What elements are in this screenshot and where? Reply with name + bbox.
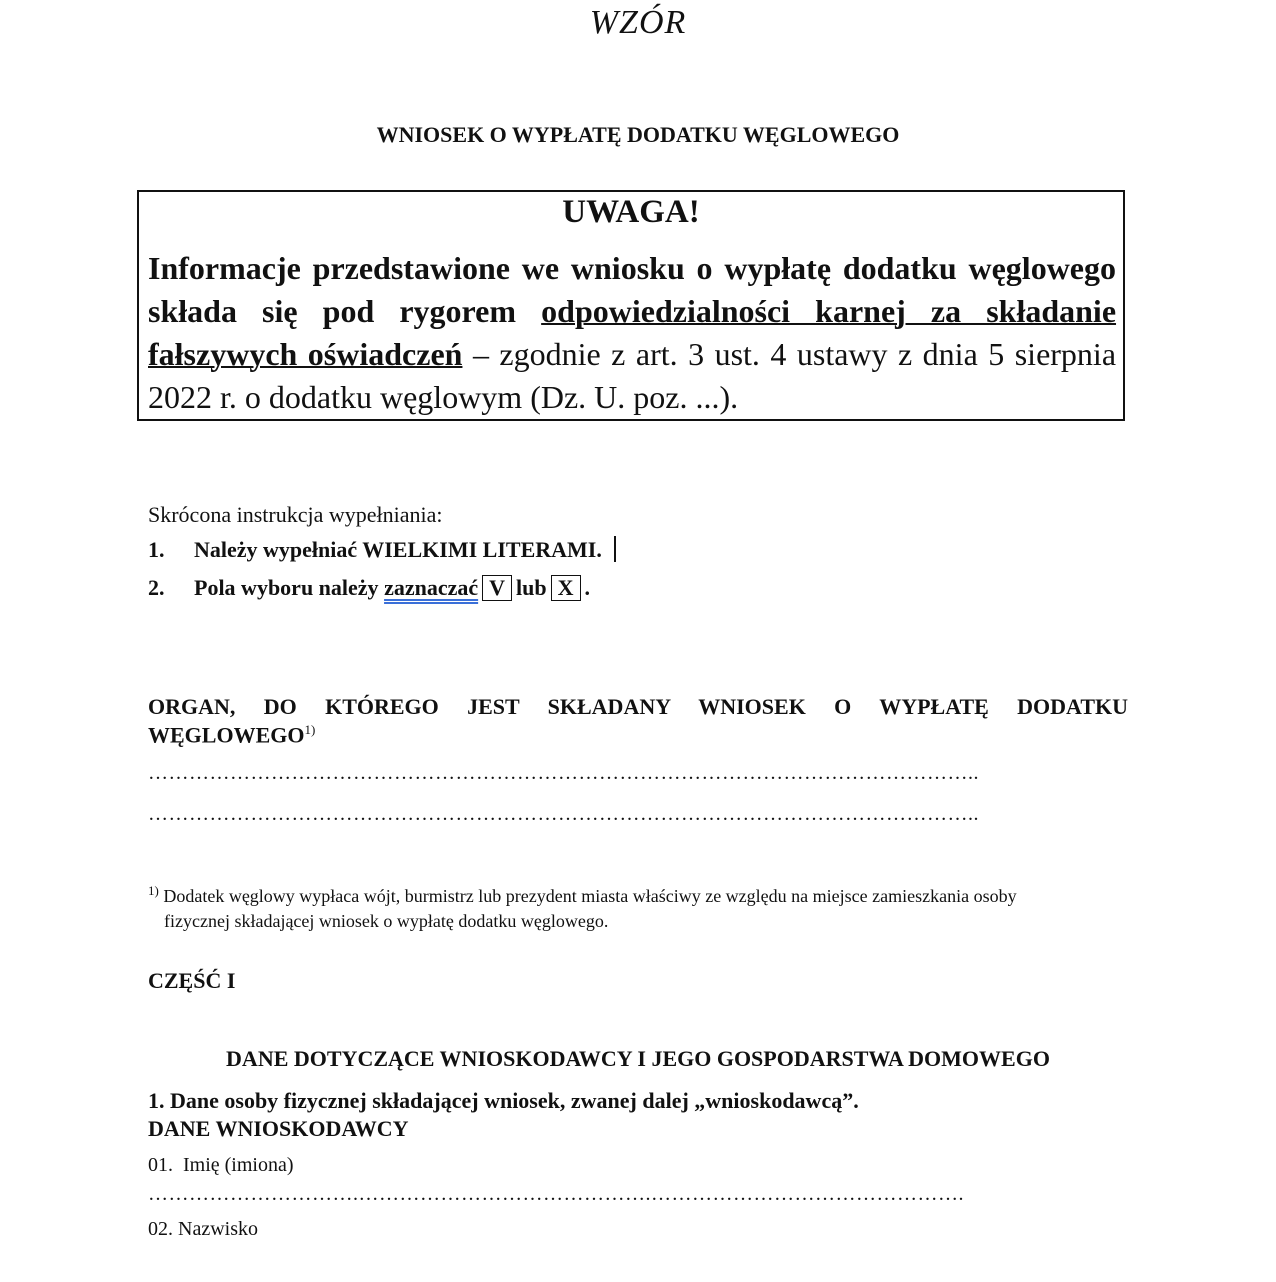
organ-fill-line-1[interactable]: ………………………………………………………………………………………………………….. [148,762,979,784]
field-01-input-line[interactable]: ………………………….…………………………………….………………………………………. [148,1183,964,1205]
instruction-text: Pola wyboru należy [194,575,379,600]
instruction-item-2 [148,575,590,601]
instruction-item-1 [148,536,616,563]
warning-heading: UWAGA! [562,194,700,230]
checkbox-example-v: V [482,575,512,601]
spellcheck-word[interactable]: zaznaczać [384,575,479,600]
instruction-number: 1. [148,537,165,562]
organ-heading-word: WĘGLOWEGO [148,722,305,748]
instruction-end: . [584,575,590,600]
footnote [148,878,1128,934]
field-01-label [148,1154,294,1177]
footnote-ref: 1) [304,722,316,737]
section-title: DANE DOTYCZĄCE WNIOSKODAWCY I JEGO GOSPODARSTWA DOMOWEGO [226,1046,1050,1071]
field-label: Imię (imiona) [183,1154,294,1176]
organ-fill-line-2[interactable]: ………………………………………………………………………………………………………….. [148,803,979,825]
organ-heading-line2 [148,722,315,748]
checkbox-example-x: X [551,575,581,601]
part-heading: CZĘŚĆ I [148,968,236,993]
footnote-text-1: Dodatek węglowy wypłaca wójt, burmistrz lub prezydent miasta właściwy ze względu na miejsce zamieszkania osoby [163,886,1017,906]
instruction-lub: lub [516,575,547,600]
footnote-marker: 1) [148,883,159,898]
instruction-text: Należy wypełniać WIELKIMI LITERAMI. [194,537,602,562]
field-02-label [148,1218,258,1241]
warning-text [148,247,1116,419]
instructions-heading: Skrócona instrukcja wypełniania: [148,502,443,527]
warning-rest-text: – zgodnie z art. 3 ust. 4 ustawy z dnia 5 sierpnia 2022 r. o dodatku węglowym (Dz. U. poz. ...). [148,336,1117,415]
text-cursor [614,536,616,562]
field-label: Nazwisko [178,1218,258,1240]
question-1: 1. Dane osoby fizycznej składającej wniosek, zwanej dalej „wnioskodawcą”. [148,1088,859,1113]
applicant-data-heading: DANE WNIOSKODAWCY [148,1116,409,1141]
footnote-text-2: fizycznej składającej wniosek o wypłatę dodatku węglowego. [164,911,609,931]
warning-underlined-text: odpowiedzialności karnej za składanie fałszywych oświadczeń [148,293,1117,372]
document-title: WNIOSEK O WYPŁATĘ DODATKU WĘGLOWEGO [376,122,900,147]
instruction-number: 2. [148,575,165,600]
field-number: 01. [148,1154,173,1176]
warning-bold-text: Informacje przedstawione we wniosku o wypłatę dodatku węglowego składa się pod rygorem [148,250,1116,329]
field-number: 02. [148,1218,173,1240]
wzor-label: WZÓR [589,4,687,41]
organ-heading-line1: ORGAN, DO KTÓREGO JEST SKŁADANY WNIOSEK O WYPŁATĘ DODATKU [148,694,1128,719]
